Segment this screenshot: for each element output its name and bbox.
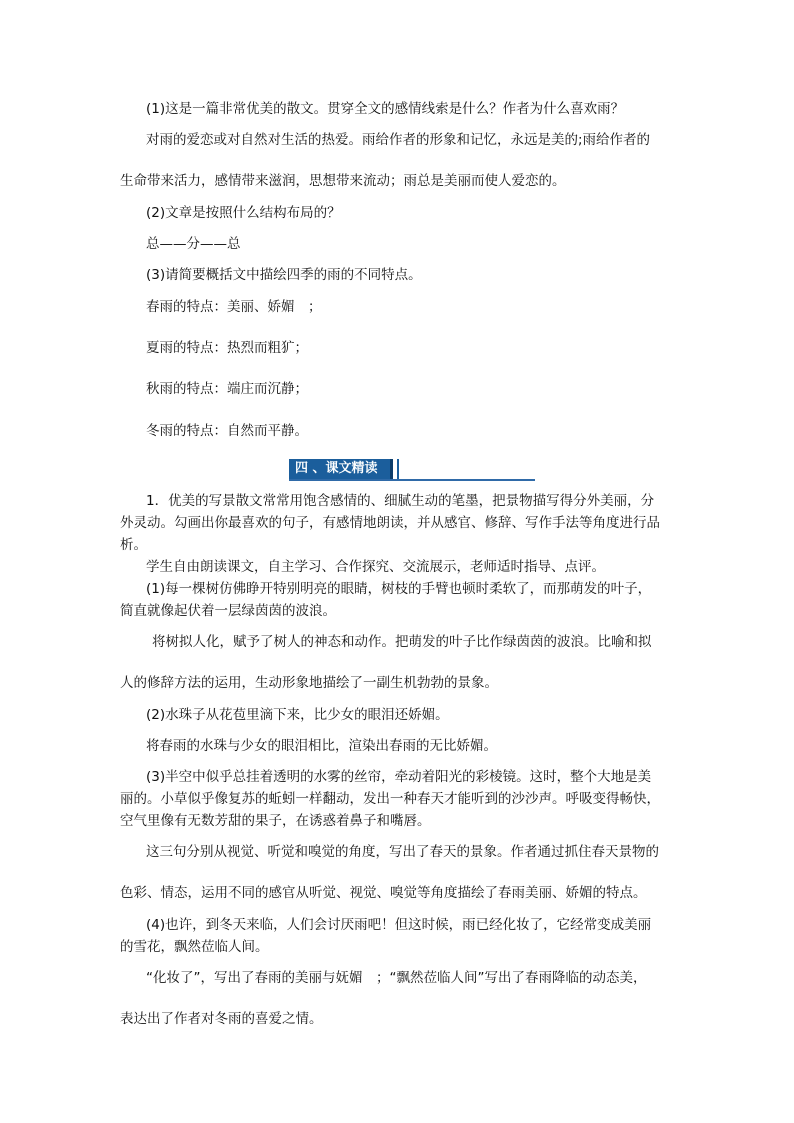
answer-1-line-1: 对雨的爱恋或对自然对生活的热爱。雨给作者的形象和记忆，永远是美的;雨给作者的 xyxy=(146,132,651,148)
task-1-line-1: 1．优美的写景散文常常用饱含感情的、细腻生动的笔墨，把景物描写得分外美丽，分 xyxy=(146,493,655,509)
section-heading-underline xyxy=(289,479,535,481)
analysis-2: 将春雨的水珠与少女的眼泪相比，渲染出春雨的无比娇媚。 xyxy=(146,738,497,754)
answer-summer: 夏雨的特点：热烈而粗犷； xyxy=(146,340,308,356)
answer-winter: 冬雨的特点：自然而平静。 xyxy=(146,423,308,439)
analysis-3-line-2: 色彩、情态，运用不同的感官从听觉、视觉、嗅觉等角度描绘了春雨美丽、娇媚的特点。 xyxy=(120,885,647,901)
answer-autumn: 秋雨的特点：端庄而沉静； xyxy=(146,381,308,397)
answer-2: 总——分——总 xyxy=(146,236,241,252)
sentence-3-line-3: 空气里像有无数芳甜的果子，在诱惑着鼻子和嘴唇。 xyxy=(120,813,431,829)
instruction-line: 学生自由朗读课文，自主学习、合作探究、交流展示，老师适时指导、点评。 xyxy=(146,559,605,575)
answer-1-line-2: 生命带来活力，感情带来滋润，思想带来流动；雨总是美丽而使人爱恋的。 xyxy=(120,173,566,189)
sentence-3-line-1: (3)半空中似乎总挂着透明的水雾的丝帘，牵动着阳光的彩棱镜。这时，整个大地是美 xyxy=(146,769,652,785)
sentence-1-line-2: 简直就像起伏着一层绿茵茵的波浪。 xyxy=(120,603,336,619)
sentence-2: (2)水珠子从花苞里滴下来，比少女的眼泪还娇媚。 xyxy=(146,707,449,723)
section-heading: 四 、课文精读 xyxy=(289,459,393,479)
question-3: (3)请简要概括文中描绘四季的雨的不同特点。 xyxy=(146,267,422,283)
answer-spring: 春雨的特点：美丽、娇媚 ； xyxy=(146,299,322,315)
sentence-1-line-1: (1)每一棵树仿佛睁开特别明亮的眼睛，树枝的手臂也顿时柔软了，而那萌发的叶子， xyxy=(146,581,652,597)
sentence-4-line-2: 的雪花，飘然莅临人间。 xyxy=(120,939,269,955)
sentence-3-line-2: 丽的。小草似乎像复苏的蚯蚓一样翻动，发出一种春天才能听到的沙沙声。呼吸变得畅快， xyxy=(120,791,660,807)
analysis-1-line-2: 人的修辞方法的运用，生动形象地描绘了一副生机勃勃的景象。 xyxy=(120,675,498,691)
task-1-line-2: 外灵动。勾画出你最喜欢的句子，有感情地朗读，并从感官、修辞、写作手法等角度进行品 xyxy=(120,515,660,531)
analysis-4-line-2: 表达出了作者对冬雨的喜爱之情。 xyxy=(120,1011,323,1027)
analysis-4-line-1: “化妆了”，写出了春雨的美丽与妩媚 ；“飘然莅临人间”写出了春雨降临的动态美， xyxy=(146,970,647,986)
question-2: (2)文章是按照什么结构布局的？ xyxy=(146,205,341,221)
sentence-4-line-1: (4)也许，到冬天来临，人们会讨厌雨吧！但这时候，雨已经化妆了，它经常变成美丽 xyxy=(146,917,652,933)
analysis-3-line-1: 这三句分别从视觉、听觉和嗅觉的角度，写出了春天的景象。作者通过抓住春天景物的 xyxy=(146,844,659,860)
analysis-1-line-1: 将树拟人化，赋予了树人的神态和动作。把萌发的叶子比作绿茵茵的波浪。比喻和拟 xyxy=(152,634,652,650)
question-1: (1)这是一篇非常优美的散文。贯穿全文的感情线索是什么？作者为什么喜欢雨？ xyxy=(146,101,625,117)
section-heading-banner xyxy=(289,459,535,481)
task-1-line-3: 析。 xyxy=(120,537,147,553)
section-heading-accent xyxy=(397,459,399,479)
